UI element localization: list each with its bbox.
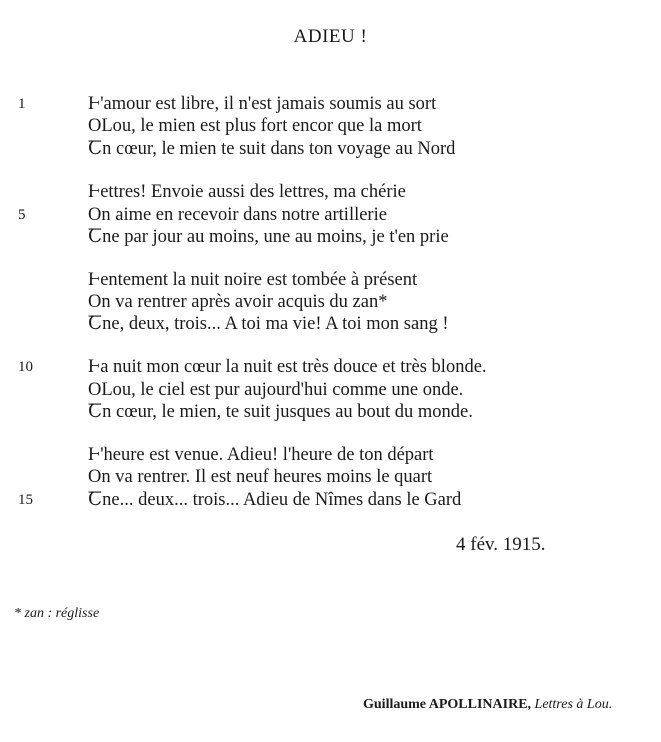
- poem-line: Ⱶ'amour est libre, il n'est jamais soumis au sort: [88, 94, 437, 114]
- source-citation: [363, 697, 612, 713]
- line-number: 5: [18, 207, 26, 223]
- poem-line: Ⱶettres! Envoie aussi des lettres, ma chérie: [88, 182, 406, 202]
- poem-line: Ꞇne par jour au moins, une au moins, je t'en prie: [88, 227, 449, 247]
- footnote: * zan : réglisse: [14, 606, 100, 621]
- line-number: 15: [18, 492, 33, 508]
- poem-line: Ꞇne, deux, trois... A toi ma vie! A toi mon sang !: [88, 314, 449, 334]
- poem-line: On aime en recevoir dans notre artillerie: [88, 205, 387, 225]
- poem-line: OLou, le ciel est pur aujourd'hui comme une onde.: [88, 380, 464, 400]
- line-number: 10: [18, 359, 33, 375]
- source-author: Guillaume APOLLINAIRE,: [363, 697, 532, 712]
- poem-line: Ꞇn cœur, le mien te suit dans ton voyage au Nord: [88, 139, 456, 159]
- poem-line: On va rentrer après avoir acquis du zan*: [88, 292, 388, 312]
- poem-line: Ⱶ'heure est venue. Adieu! l'heure de ton départ: [88, 445, 434, 465]
- poem-line: On va rentrer. Il est neuf heures moins le quart: [88, 467, 433, 487]
- poem-line: OLou, le mien est plus fort encor que la mort: [88, 116, 422, 136]
- source-work: Lettres à Lou.: [534, 697, 613, 712]
- poem-date: 4 fév. 1915.: [456, 534, 546, 555]
- line-number: 1: [18, 96, 26, 112]
- poem-title: ADIEU !: [293, 26, 368, 47]
- poem-line: Ⱶentement la nuit noire est tombée à présent: [88, 270, 418, 290]
- poem-line: Ꞇne... deux... trois... Adieu de Nîmes dans le Gard: [88, 490, 462, 510]
- poem-line: Ⱶa nuit mon cœur la nuit est très douce et très blonde.: [88, 357, 487, 377]
- poem-line: Ꞇn cœur, le mien, te suit jusques au bout du monde.: [88, 402, 473, 422]
